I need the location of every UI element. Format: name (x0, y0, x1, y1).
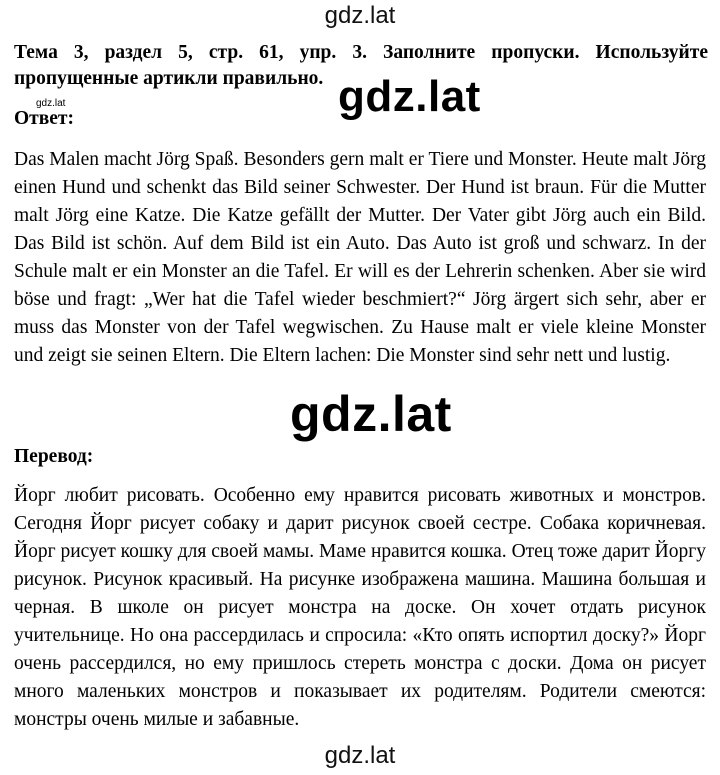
answer-label: Ответ: (14, 108, 75, 129)
answer-text: Das Malen macht Jörg Spaß. Besonders gern malt er Tiere und Monster. Heute malt Jörg einen Hund und schenkt das Bild seiner Schwester. Der Hund ist braun. Für die Mutter malt Jörg eine Katze. Die Katze gefällt der Mutter. Der Vater gibt Jörg auch ein Bild. Das Bild ist schön. Auf dem Bild ist ein Auto. Das Auto ist groß und schwarz. In der Schule malt er ein Monster an die Tafel. Er will es der Lehrerin schenken. Aber sie wird böse und fragt: „Wer hat die Tafel wieder beschmiert?“ Jörg ärgert sich sehr, aber er muss das Monster von der Tafel wegwischen. Zu Hause malt er viele kleine Monster und zeigt sie seinen Eltern. Die Eltern lachen: Die Monster sind sehr nett und lustig. (14, 149, 706, 366)
task-heading: Тема 3, раздел 5, стр. 61, упр. 3. Заполните пропуски. Используйте пропущенные артикли правильно. (14, 42, 708, 89)
watermark-bottom: gdz.lat (324, 742, 396, 769)
translation-label: Перевод: (14, 446, 94, 467)
watermark-top: gdz.lat (324, 2, 396, 29)
watermark-large-upper: gdz.lat (338, 72, 481, 121)
translation-text: Йорг любит рисовать. Особенно ему нравится рисовать животных и монстров. Сегодня Йорг рисует собаку и дарит рисунок своей сестре. Собака коричневая. Йорг рисует кошку для своей мамы. Маме нравится кошка. Отец тоже дарит Йоргу рисунок. Рисунок красивый. На рисунке изображена машина. Машина большая и черная. В школе он рисует монстра на доске. Он хочет отдать рисунок учительнице. Но она рассердилась и спросила: «Кто опять испортил доску?» Йорг очень рассердился, но ему пришлось стереть монстра с доски. Дома он рисует много маленьких монстров и показывает их родителям. Родители смеются: монстры очень милые и забавные. (14, 485, 706, 730)
watermark-large-middle: gdz.lat (290, 386, 452, 442)
watermark-small: gdz.lat (36, 98, 66, 109)
